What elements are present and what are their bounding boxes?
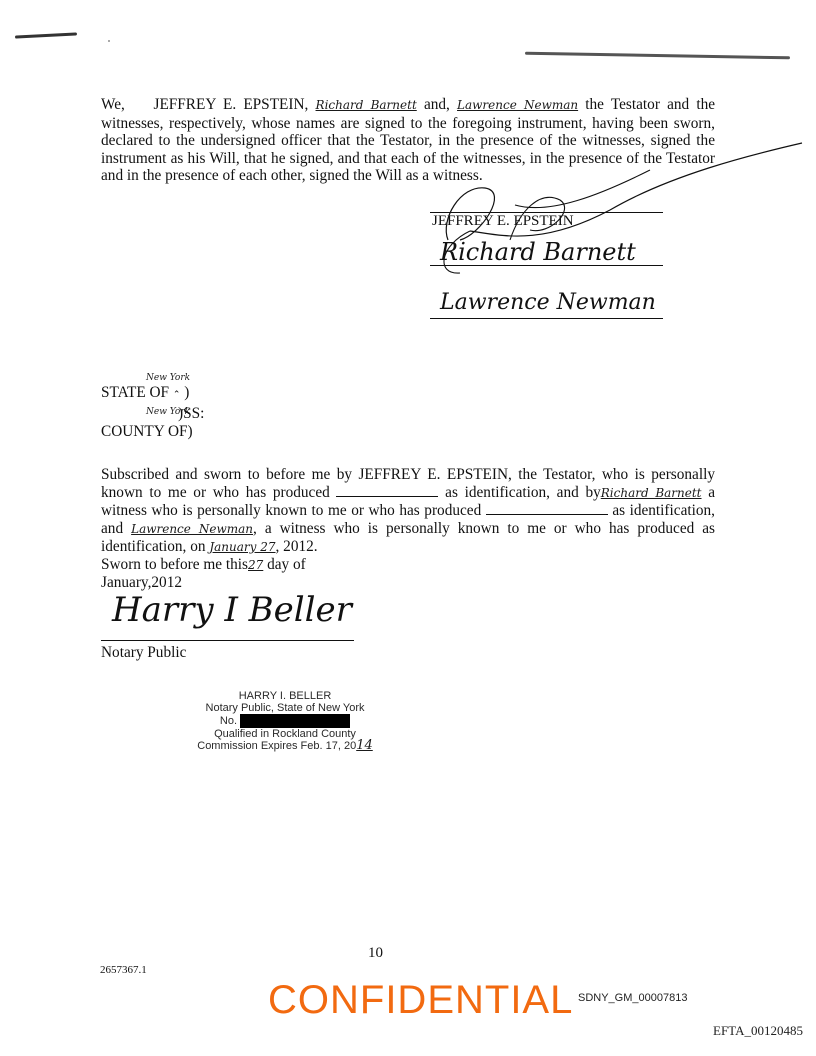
jurat-text-1: Subscribed and sworn to before me by JEFFREY E. EPSTEIN, the Testator, who is personally known to me or who has produced (101, 466, 715, 501)
stamp-number: No. (170, 714, 400, 728)
handwritten-date: January 27 (209, 540, 276, 554)
sworn-month-year: January,2012 (101, 574, 182, 591)
sworn-text-2: day of (267, 556, 306, 573)
efta-number: EFTA_00120485 (713, 1023, 803, 1038)
handwritten-state: New York (146, 373, 191, 383)
county-paren: ) (187, 423, 193, 440)
page-number: 10 (368, 945, 383, 961)
scan-artifact-dot (108, 40, 110, 42)
handwritten-witness-1: Richard Barnett (600, 485, 702, 500)
attestation-body: the Testator and the witnesses, respectively, whose names are signed to the foregoing instrument, having been sworn, declared to the undersigned officer that the Testator, in the presence of the witnesses, signed the instrument as his Will, that he signed, and that each of the witnesses, in the presence of the Testator and in the presence of each other, signed the Will as a witness. (101, 96, 716, 184)
handwritten-year: 14 (356, 738, 373, 753)
testator-name-label: JEFFREY E. EPSTEIN (432, 213, 574, 229)
notary-signature-line (101, 640, 354, 641)
witness-1-signature: Richard Barnett (440, 238, 636, 266)
sworn-line (101, 556, 361, 575)
handwritten-day: 27 (248, 558, 264, 572)
county-of-line (101, 423, 193, 441)
sworn-text-1: Sworn to before me this (101, 556, 248, 573)
handwritten-witness-1: Richard Barnett (315, 98, 417, 112)
jurat-text-3: a witness who is personally known to me or who has produced (101, 483, 716, 519)
confidential-stamp: CONFIDENTIAL (268, 978, 574, 1022)
state-paren: ) (184, 384, 190, 401)
ss-text: )SS: (178, 405, 205, 422)
blank-line (336, 496, 438, 497)
handwritten-witness-2: Lawrence Newman (457, 98, 579, 112)
state-label: STATE OF (101, 384, 170, 401)
witness-2-signature-line (430, 318, 663, 319)
witness-2-signature: Lawrence Newman (440, 290, 656, 315)
bates-number: SDNY_GM_00007813 (578, 992, 688, 1004)
document-id: 2657367.1 (100, 964, 147, 976)
notary-public-label: Notary Public (101, 644, 187, 661)
county-label: COUNTY OF (101, 423, 188, 440)
jurat-paragraph (101, 466, 715, 557)
jurat-text-4: as identification, and (101, 502, 715, 537)
stamp-title: Notary Public, State of New York (205, 702, 365, 714)
notary-stamp (170, 690, 400, 752)
testator-name: JEFFREY E. EPSTEIN, (153, 96, 309, 113)
redaction-box (240, 714, 350, 728)
jurat-text-5: , a witness who is personally known to me or who has produced as identification, on (101, 519, 716, 555)
handwritten-witness-2: Lawrence Newman (131, 521, 253, 536)
notary-signature: Harry I Beller (112, 590, 352, 630)
witness-1-signature-line (430, 265, 663, 266)
we-text: We, (101, 96, 125, 113)
jurat-text-6: , 2012. (275, 538, 318, 555)
blank-line (486, 514, 608, 515)
stamp-name: HARRY I. BELLER (238, 690, 332, 702)
state-of-line: STATE OF ⌃ ) (101, 384, 190, 401)
handwritten-county: New York (146, 407, 191, 417)
jurat-text-2: as identification, and by (445, 483, 601, 501)
stamp-expiration: Commission Expires Feb. 17, 2014 (197, 738, 373, 753)
and-text: and, (423, 96, 450, 113)
scan-artifact-line (15, 32, 77, 38)
stamp-county: Qualified in Rockland County (214, 728, 356, 740)
scan-artifact-line (525, 52, 790, 60)
